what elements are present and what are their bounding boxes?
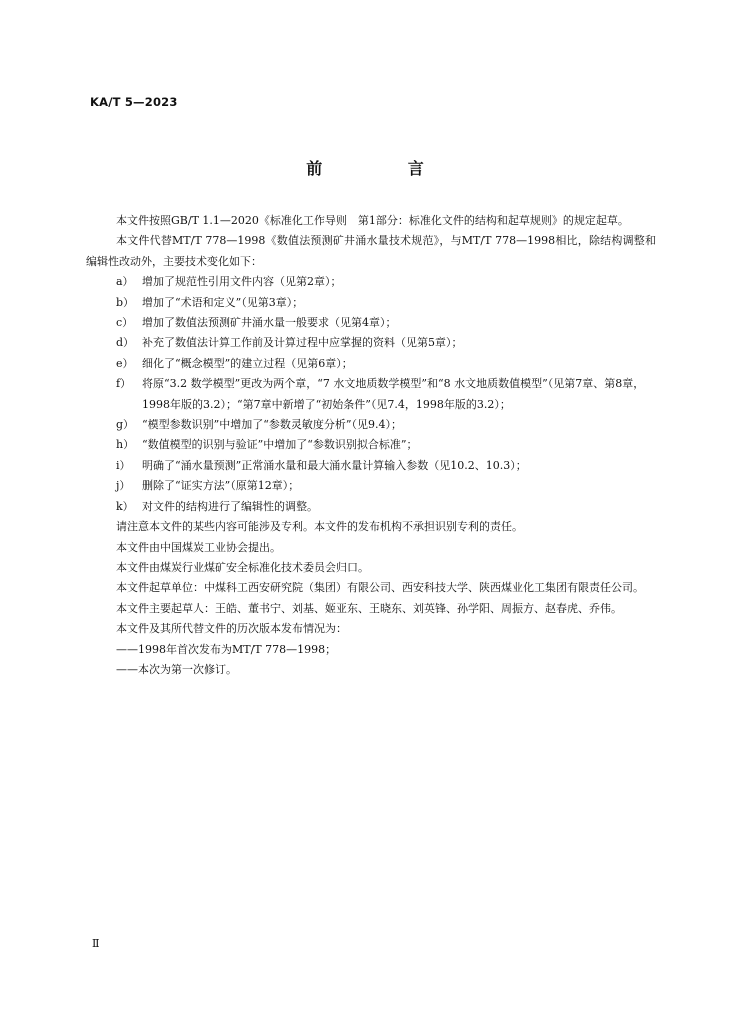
- list-marker: d）: [116, 336, 135, 350]
- version-history-intro: 本文件及其所代替文件的历次版本发布情况为：: [116, 622, 347, 636]
- page-number: Ⅱ: [92, 937, 100, 950]
- list-item: [116, 293, 656, 313]
- list-text: 删除了“证实方法”（原第12章）；: [142, 479, 300, 493]
- list-item: [116, 333, 656, 353]
- history-item: ——本次为第一次修订。: [116, 662, 237, 676]
- proposer-statement: 本文件由中国煤炭工业协会提出。: [116, 540, 281, 554]
- standard-code: KA/T 5—2023: [90, 95, 178, 109]
- patent-notice: 请注意本文件的某些内容可能涉及专利。本文件的发布机构不承担识别专利的责任。: [116, 520, 523, 534]
- list-text: 明确了“涌水量预测”正常涌水量和最大涌水量计算输入参数（见10.2、10.3）；: [142, 458, 527, 472]
- list-marker: a）: [116, 275, 134, 289]
- list-marker: j）: [116, 479, 131, 493]
- list-item: [116, 435, 656, 455]
- list-text: 将原“3.2 数学模型”更改为两个章，“7 水文地质数学模型”和“8 水文地质数值模型”（见第7章、第8章，1998年版的3.2）；“第7章中新增了“初始条件”（见7.4，1998年版的3.2）；: [142, 377, 645, 411]
- list-item: [116, 497, 656, 517]
- list-marker: b）: [116, 295, 135, 309]
- list-item: [116, 272, 656, 292]
- list-text: “模型参数识别”中增加了“参数灵敏度分析”（见9.4）；: [142, 418, 402, 432]
- list-marker: e）: [116, 356, 134, 370]
- list-text: 增加了“术语和定义”（见第3章）；: [142, 295, 304, 309]
- list-text: 细化了“概念模型”的建立过程（见第6章）；: [142, 356, 353, 370]
- list-marker: f）: [116, 377, 132, 391]
- list-item: [116, 456, 656, 476]
- drafters: 本文件主要起草人：王皓、董书宁、刘基、姬亚东、王晓东、刘英锋、孙学阳、周振方、赵春虎、乔伟。: [116, 601, 622, 615]
- list-item: [116, 354, 656, 374]
- list-item: [116, 415, 656, 435]
- list-text: 补充了数值法计算工作前及计算过程中应掌握的资料（见第5章）；: [142, 336, 463, 350]
- intro-paragraph-2: 本文件代替MT/T 778—1998《数值法预测矿井涌水量技术规范》，与MT/T 778—1998相比，除结构调整和编辑性改动外，主要技术变化如下：: [86, 234, 656, 268]
- list-item: [116, 374, 656, 415]
- intro-paragraph-1: 本文件按照GB/T 1.1—2020《标准化工作导则 第1部分：标准化文件的结构和起草规则》的规定起草。: [116, 214, 629, 227]
- list-marker: i）: [116, 458, 131, 472]
- list-item: [116, 313, 656, 333]
- changes-list: [116, 272, 656, 517]
- list-text: 增加了规范性引用文件内容（见第2章）；: [142, 275, 342, 289]
- drafting-units: 本文件起草单位：中煤科工西安研究院（集团）有限公司、西安科技大学、陕西煤业化工集团有限责任公司。: [116, 581, 644, 595]
- list-marker: g）: [116, 418, 135, 432]
- list-marker: c）: [116, 316, 134, 330]
- committee-statement: 本文件由煤炭行业煤矿安全标准化技术委员会归口。: [116, 560, 369, 574]
- list-text: “数值模型的识别与验证”中增加了“参数识别拟合标准”；: [142, 438, 418, 452]
- list-marker: h）: [116, 438, 135, 452]
- history-item: ——1998年首次发布为MT/T 778—1998；: [116, 642, 337, 656]
- list-marker: k）: [116, 499, 134, 513]
- list-text: 对文件的结构进行了编辑性的调整。: [142, 499, 318, 513]
- foreword-body: [86, 211, 656, 680]
- list-text: 增加了数值法预测矿井涌水量一般要求（见第4章）；: [142, 316, 397, 330]
- list-item: [116, 476, 656, 496]
- page-title: 前 言: [306, 159, 464, 178]
